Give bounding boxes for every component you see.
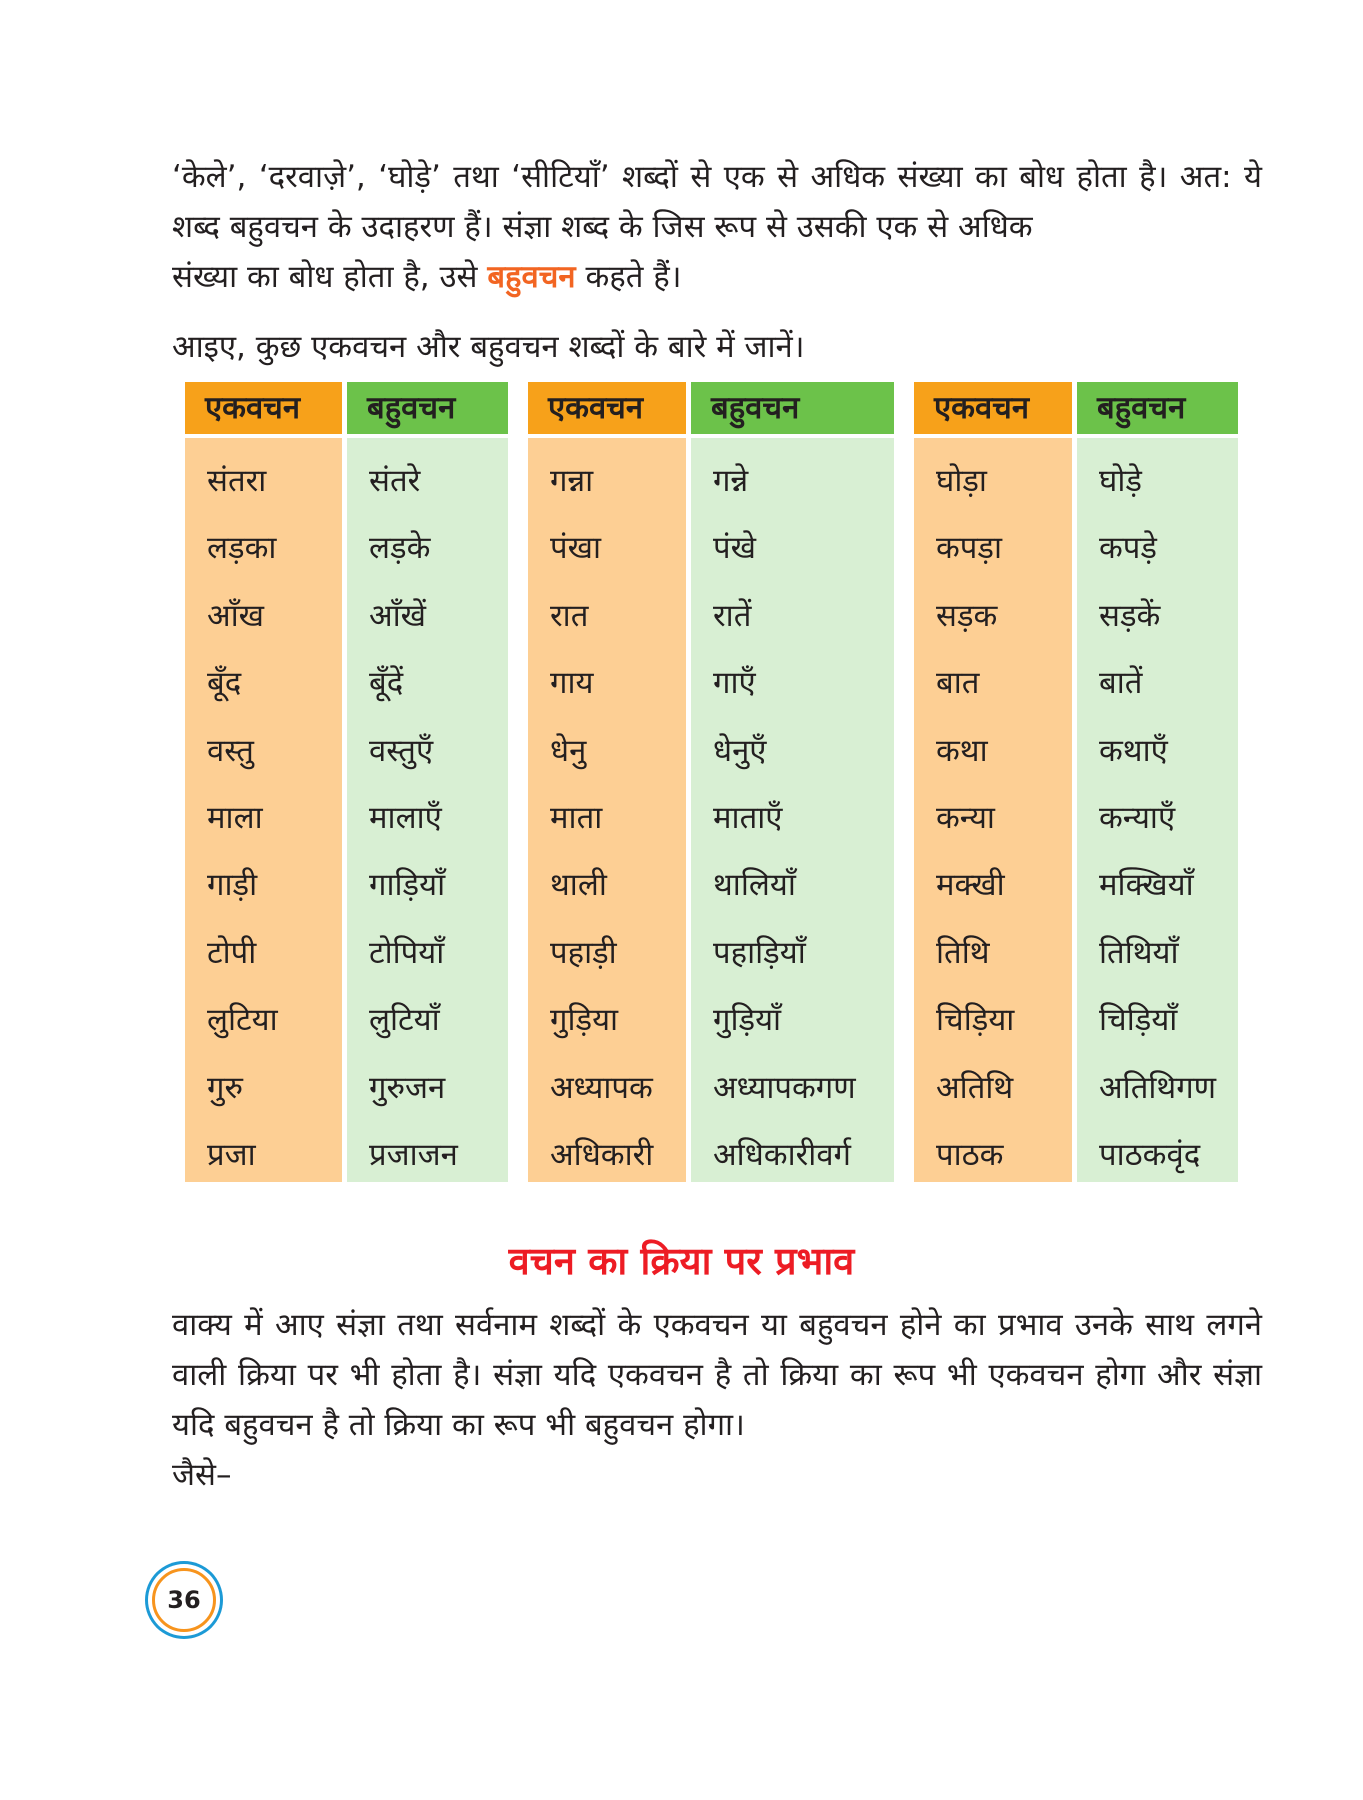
singular-word: घोड़ा [936, 463, 987, 499]
singular-word: कपड़ा [936, 530, 1003, 567]
plural-word: गाड़ियाँ [369, 867, 446, 904]
intro-text-before: संख्या का बोध होता है, उसे [172, 259, 488, 295]
plural-word: चिड़ियाँ [1099, 1002, 1178, 1039]
singular-word: पहाड़ी [550, 934, 617, 971]
singular-word: सड़क [936, 597, 998, 634]
singular-word: अध्यापक [550, 1069, 653, 1106]
singular-word: गाय [550, 665, 594, 702]
plural-word: पहाड़ियाँ [713, 934, 806, 971]
plural-header: बहुवचन [347, 382, 508, 434]
group-3-plural-list [1077, 438, 1238, 1182]
group-3-singular-list [914, 438, 1072, 1182]
plural-word: घोड़े [1099, 463, 1142, 499]
singular-word: लुटिया [207, 1002, 278, 1039]
singular-word: माला [207, 799, 263, 836]
plural-word: प्रजाजन [369, 1136, 458, 1173]
singular-word: गुरु [207, 1069, 243, 1106]
vachan-table [0, 382, 1238, 1182]
plural-word: मक्खियाँ [1099, 867, 1194, 904]
singular-word: धेनु [550, 732, 587, 769]
singular-word: चिड़िया [936, 1002, 1015, 1039]
singular-header: एकवचन [185, 382, 342, 434]
singular-word: टोपी [207, 934, 257, 971]
singular-header: एकवचन [528, 382, 686, 434]
group-2-plural-list [691, 438, 894, 1182]
singular-word: पाठक [936, 1136, 1004, 1173]
plural-word: अध्यापकगण [713, 1069, 856, 1106]
plural-word: पाठकवृंद [1099, 1136, 1201, 1173]
plural-word: अतिथिगण [1099, 1069, 1217, 1106]
singular-word: पंखा [550, 530, 601, 567]
plural-word: बातें [1099, 665, 1143, 702]
singular-word: मक्खी [936, 867, 1005, 904]
singular-word: तिथि [936, 934, 990, 971]
singular-word: बात [936, 665, 980, 702]
singular-word: अतिथि [936, 1069, 1014, 1106]
plural-header: बहुवचन [691, 382, 894, 434]
intro-paragraph-end [172, 252, 1262, 302]
intro-text: ‘केले’, ‘दरवाज़े’, ‘घोड़े’ तथा ‘सीटियाँ’ शब्दों से एक से अधिक संख्या का बोध होता है। अत: ये शब्द बहुवचन के उदाहरण हैं। संज्ञा शब्द के जिस रूप से उसकी एक से अधिक [172, 159, 1262, 245]
intro-paragraph [172, 152, 1262, 252]
group-2-plural-column [691, 382, 894, 1182]
singular-word: कथा [936, 732, 988, 769]
singular-word: अधिकारी [550, 1136, 654, 1173]
plural-word: गन्ने [713, 463, 749, 499]
singular-word: बूँद [207, 665, 242, 702]
group-1-singular-list [185, 438, 342, 1182]
singular-header: एकवचन [914, 382, 1072, 434]
singular-word: माता [550, 799, 603, 836]
singular-word: संतरा [207, 463, 267, 499]
sub-intro: आइए, कुछ एकवचन और बहुवचन शब्दों के बारे में जानें। [172, 329, 805, 365]
plural-word: आँखें [369, 597, 427, 634]
section-paragraph-end: जैसे– [172, 1457, 232, 1493]
plural-word: अधिकारीवर्ग [713, 1136, 852, 1173]
plural-word: बूँदें [369, 665, 404, 702]
singular-word: आँख [207, 597, 265, 634]
plural-word: माताएँ [713, 799, 783, 836]
plural-word: कन्याएँ [1099, 799, 1176, 836]
singular-word: कन्या [936, 799, 995, 836]
group-1-plural-list [347, 438, 508, 1182]
plural-word: वस्तुएँ [369, 732, 434, 769]
plural-word: लुटियाँ [369, 1002, 440, 1039]
plural-word: रातें [713, 597, 752, 634]
plural-word: कथाएँ [1099, 732, 1168, 769]
plural-word: गुरुजन [369, 1069, 446, 1106]
plural-word: पंखे [713, 530, 756, 567]
plural-word: धेनुएँ [713, 732, 767, 769]
group-1-plural-column [347, 382, 508, 1182]
plural-word: लड़के [369, 530, 431, 567]
plural-word: थालियाँ [713, 867, 796, 904]
group-3-plural-column [1077, 382, 1238, 1182]
group-2-singular-column [528, 382, 686, 1182]
intro-text-after: कहते हैं। [575, 259, 682, 295]
group-2-singular-list [528, 438, 686, 1182]
plural-word: कपड़े [1099, 530, 1158, 567]
plural-word: गुड़ियाँ [713, 1002, 782, 1039]
singular-word: लड़का [207, 530, 277, 567]
section-paragraph: वाक्य में आए संज्ञा तथा सर्वनाम शब्दों के एकवचन या बहुवचन होने का प्रभाव उनके साथ लगने वाली क्रिया पर भी होता है। संज्ञा यदि एकवचन है तो क्रिया का रूप भी एकवचन होगा और संज्ञा यदि बहुवचन है तो क्रिया का रूप भी बहुवचन होगा। [172, 1307, 1262, 1443]
highlight-term: बहुवचन [487, 259, 576, 295]
section-heading: वचन का क्रिया पर प्रभाव [508, 1239, 855, 1283]
singular-word: थाली [550, 867, 607, 904]
plural-word: मालाएँ [369, 799, 442, 836]
plural-word: टोपियाँ [369, 934, 445, 971]
plural-word: संतरे [369, 463, 421, 499]
singular-word: प्रजा [207, 1136, 256, 1173]
singular-word: गन्ना [550, 463, 594, 499]
page-number-badge: 36 [152, 1568, 216, 1632]
group-3-singular-column [914, 382, 1072, 1182]
singular-word: रात [550, 597, 589, 634]
plural-word: तिथियाँ [1099, 934, 1179, 971]
singular-word: गुड़िया [550, 1002, 619, 1039]
plural-word: सड़कें [1099, 597, 1161, 634]
plural-word: गाएँ [713, 665, 756, 702]
plural-header: बहुवचन [1077, 382, 1238, 434]
singular-word: वस्तु [207, 732, 254, 769]
singular-word: गाड़ी [207, 867, 258, 904]
group-1-singular-column [185, 382, 342, 1182]
